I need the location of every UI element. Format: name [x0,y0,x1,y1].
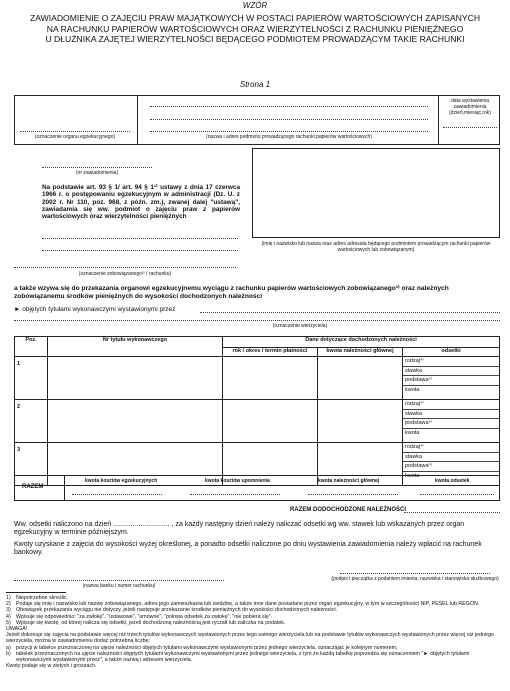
koszty-upom-label: kwota kosztów upomnienia [205,478,270,484]
legal-line-2[interactable] [42,250,238,251]
odsetki-rodzaj[interactable]: rodzaj⁴⁾ [403,443,499,453]
footnote-text: Podaje się imię i nazwisko lub nazwę zobowiązanego, adres jego zamieszkania lub siedzibę, a także inne dane posiadane przez organ egzekucyjny, w tym w szczególności NIP, PESEL lub REGON. [16,601,480,608]
uwaga-b-text: tabelek przeznaczonych na ujęcie należności objętych tytułami wykonawczymi wystawionymi przez jednego wierzyciela, z tym że każdą tabelkę poprzedza się oznaczeniem "► objętych tytułami wykonawczymi wystawionymi przez", a także nazwą i adresem wierzyciela. [16,650,470,664]
kwoty-paragraph: Kwoty uzyskane z zajęcia do wysokości wyżej określonej, a ponadto odsetki naliczone po dniu wystawienia zawiadomienia należy wpłacić na rachunek bankowy. [14,541,482,556]
nr-label: (nr zawiadomienia) [75,170,119,176]
uwaga-title: UWAGA! [6,626,28,633]
podmiot-line-3[interactable] [150,131,428,132]
row-rok-cell[interactable] [223,357,318,400]
row-poz: 3 [15,443,48,486]
footnote-text: Wpisuje się kwotę, od której nalicza się odsetki, jeżeli dochodzoną należnością jest ryczałt lub zaliczka na podatek. [16,619,286,626]
kwota-glowna-label: kwota należności głównej [318,478,380,484]
odsetki-podstawa[interactable]: podstawa⁵⁾ [403,376,499,386]
arrow-icon: ► [14,306,21,313]
date-label: data wystawienia zawiadomienia (dzień,miesiąc,rok) [449,98,491,116]
podmiot-line-2[interactable] [150,119,428,120]
dochodzone-label: RAZEM DODOCHODZONE NALEŻNOŚCI [290,507,406,513]
divider [64,475,65,501]
bank-label: (nazwa banku i numer rachunku) [82,583,156,589]
wezwanie-text: a także wzywa się do przekazania organowi egzekucyjnemu wyciągu z rachunku papierów wartościowych zobowiązanego³⁾ oraz należnych zobowiązanemu środków pieniężnych do wysokości dochodzonych należności [14,285,449,300]
page-number: Strona 1 [239,80,271,89]
nr-line[interactable] [42,167,152,168]
list-marker: b) [6,650,11,657]
header-rok: rok / okres / termin płatności [223,348,318,357]
legal-text: Na podstawie art. 93 § 1/ art. 94 § 1¹⁾ ustawy z dnia 17 czerwca 1966 r. o postępowaniu egzekucyjnym w administracji (Dz. U. z 2002 r. Nr 110, poz. 968, z późn. zm.), zwanej dalej "ustawą", zawiadamia się ww. podmiot o zajęciu praw z papierów wartościowych oraz wierzytelności pieniężnych [42,184,240,221]
odsetki-podstawa[interactable]: podstawa⁵⁾ [403,419,499,429]
row-kwota-cell[interactable] [318,400,403,443]
footnote-rule [6,592,66,593]
signature-line[interactable] [340,573,490,574]
dochodzone-field[interactable] [404,512,500,513]
koszty-egz-label: kwota kosztów egzekucyjnych [85,478,158,484]
uwaga-a-text: pozycji w tabelce przeznaczonej na ujęcie należności objętych tytułami wykonawczymi wystawionymi przez jednego wierzyciela, oznaczając je kolejnym numerem, [16,644,398,651]
uwaga-last: Kwoty podaje się w złotych i groszach. [6,663,97,670]
row-poz: 1 [15,357,48,400]
razem-label: RAZEM [22,484,44,490]
odsetki-paragraph: Ww. odsetki naliczono na dzień ............................. , za każdy następny dzień należy naliczać odsetki wg ww. stawek lub wskazanych przez organ egzekucyjny w terminie późniejszym. [14,521,465,536]
footnote-text: Wpisuje się odpowiednio: "za zwłokę", "ustawowe", "umowne", "połowa odsetek za zwłokę", "nie pobiera się". [16,613,273,620]
objetych-label: objętych tytułami wykonawczymi wystawionymi przez [22,306,176,313]
date-line[interactable] [443,127,497,128]
row-tytul-cell[interactable] [48,400,223,443]
koszty-egz-field[interactable] [72,494,162,495]
header-odsetki: odsetki [403,348,500,357]
addressee-label: (imię i nazwisko lub nazwa oraz adres adresata będącego podmiotem prowadzącym rachunki papierów wartościowych lub zobowiązanym) [261,241,491,253]
title-line-3: U DŁUŻNIKA ZAJĘTEJ WIERZYTELNOŚCI BĘDĄCEGO PODMIOTEM PROWADZĄCYM TAKIE RACHUNKI [45,34,465,44]
footnote-number: 1) [6,595,11,601]
koszty-upom-field[interactable] [190,494,280,495]
row-tytul-cell[interactable] [48,357,223,400]
organ-line[interactable] [20,131,130,132]
footnote-text: Niepotrzebne skreślić. [16,595,69,601]
header-poz: Poz. [15,337,48,357]
footnote-number: 3) [6,607,11,614]
odsetki-kwota[interactable]: kwota [405,472,420,479]
document-title [0,13,510,45]
obligated-line[interactable] [14,267,236,268]
organ-label: (oznaczenie organu egzekucyjnego) [34,134,116,140]
podmiot-line-1[interactable] [150,106,428,107]
uwaga-b [6,651,504,663]
header-tytul: Nr tytułu wykonawczego [48,337,223,357]
row-poz: 2 [15,400,48,443]
divider [137,95,138,145]
creditor-label: (oznaczenie wierzyciela) [272,323,328,329]
creditor-line-1[interactable] [200,312,500,313]
row-rok-cell[interactable] [223,400,318,443]
bank-line[interactable] [14,580,224,581]
footnote-number: 5) [6,619,11,626]
list-marker: a) [6,644,11,651]
odsetki-kwota[interactable]: kwota [405,386,420,393]
odsetki-stawka[interactable]: stawka [403,453,499,463]
divider [438,95,439,145]
odsetki-podstawa[interactable]: podstawa⁵⁾ [403,462,499,472]
odsetki-kwota[interactable]: kwota [405,429,420,436]
kwota-odsetek-label: kwota odsetek [435,478,470,484]
odsetki-rodzaj[interactable]: rodzaj⁴⁾ [403,400,499,410]
podmiot-label: (nazwa i adres podmiotu prowadzącego rachunki papierów wartościowych) [206,134,372,140]
receivables-table [14,336,500,486]
header-dane: Dane dotyczące dochodzonych należności [223,337,500,348]
odsetki-stawka[interactable]: stawka [403,410,499,420]
kwota-glowna-field[interactable] [308,494,398,495]
obligated-label: (oznaczenie zobowiązanego²⁾ / rachunku) [78,271,172,277]
odsetki-stawka[interactable]: stawka [403,367,499,377]
title-line-1: ZAWIADOMIENIE O ZAJĘCIU PRAW MAJĄTKOWYCH W POSTACI PAPIERÓW WARTOŚCIOWYCH ZAPISANYCH [29,13,481,23]
row-odsetki-cell [403,357,500,400]
signature-label: (podpis i pieczątka z podaniem imienia, nazwiska i stanowiska służbowego) [331,576,499,582]
legal-line-1[interactable] [42,238,238,239]
row-kwota-cell[interactable] [318,357,403,400]
row-odsetki-cell [403,400,500,443]
header-kwota: kwota należności głównej [318,348,403,357]
creditor-line-2[interactable] [14,320,500,321]
footnotes [6,595,504,669]
wzor-label: WZÓR [242,1,268,10]
odsetki-rodzaj[interactable]: rodzaj⁴⁾ [403,357,499,367]
footnote-number: 4) [6,613,11,620]
title-line-2: NA RACHUNKU PAPIERÓW WARTOŚCIOWYCH ORAZ WIERZYTELNOŚCI Z RACHUNKU PIENIĘŻNEGO [46,23,464,34]
table-row [15,400,500,443]
footnote-text: Obowiązek przekazania wyciągu nie dotyczy, jeżeli następuje przekazanie środków pieniężnych do wysokości dochodzonych należności. [16,607,338,614]
footnote-number: 2) [6,601,11,608]
table-row [15,357,500,400]
addressee-box[interactable] [252,148,500,238]
kwota-odsetek-field[interactable] [420,494,494,495]
uwaga-intro: Jeżeli dokonuje się zajęcia na podstawie więcej niż trzech tytułów wykonawczych wystawionych przez tego samego wierzyciela lub na podstawie tytułów wykonawczych wystawionych przez więcej niż jednego wierzyciela, można w zawiadomieniu dodać potrzebną liczbę: [6,632,494,645]
